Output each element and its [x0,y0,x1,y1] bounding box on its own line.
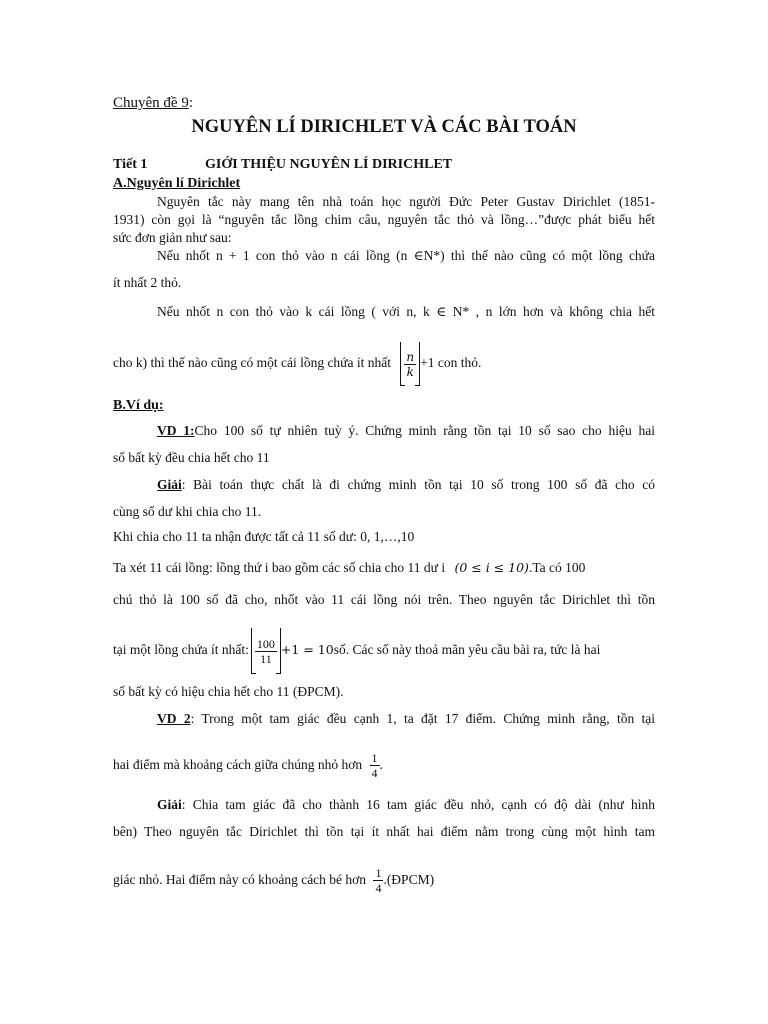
lesson-line [113,156,655,173]
giai1-line1: Giải: Bài toán thực chất là đi chứng minh tồn tại 10 số trong 100 số đã cho có [157,477,655,492]
giai2-label: Giải [157,797,182,812]
giai2-line2: bên) Theo nguyên tắc Dirichlet thì tồn tại ít nhất hai điểm nằm trong cùng một hình tam [113,824,655,839]
chapter-label: Chuyên đề 9 [113,95,189,111]
chu-tho-line: chú thỏ là 100 số đã cho, nhốt vào 11 cái lồng nói trên. Theo nguyên tắc Dirichlet thì tồn [113,592,655,607]
khi-chia-line: Khi chia cho 11 ta nhận được tất cả 11 số dư: 0, 1,…,10 [113,529,415,544]
giai1-line2: cùng số dư khi chia cho 11. [113,504,262,519]
fraction-100-over-11: $\frac{100}{11}$ [256,637,275,667]
lesson-label: Tiết 1 [113,157,148,172]
range-expression: (0 ≤ i ≤ 10) [454,560,529,575]
document-title: NGUYÊN LÍ DIRICHLET VÀ CÁC BÀI TOÁN [191,117,577,137]
section-a-heading: A.Nguyên lí Dirichlet [113,176,241,191]
floor-bracket-100-11 [251,628,281,674]
fraction-n-over-k: $\frac{n}{k}$ [406,350,415,380]
floor-bracket [400,342,420,386]
dpcm1-line: số bất kỳ có hiệu chia hết cho 11 (ĐPCM). [113,684,344,699]
fraction-one-quarter: $\frac{1}{4}$ [371,751,378,781]
para2-line2: ít nhất 2 thỏ. [113,275,182,290]
ton-tai-line: tại một lồng chứa ít nhất: $\frac{100}{11}$ +1 = 10số. Các số này thoả mãn yêu cầu bài ra, tức là hai [113,628,655,672]
vd2-line2: hai điểm mà khoảng cách giữa chúng nhỏ hơn $\frac{1}{4}$ . [113,751,383,781]
section-b-heading: B.Ví dụ: [113,398,164,413]
vd1-line2: số bất kỳ đều chia hết cho 11 [113,450,270,465]
vd1-line1: VD 1:Cho 100 số tự nhiên tuỳ ý. Chứng minh rằng tồn tại 10 số sao cho hiệu hai [157,423,655,438]
giai2-line3: giác nhỏ. Hai điểm này có khoảng cách bé hơn $\frac{1}{4}$ .(ĐPCM) [113,866,435,896]
lesson-name: GIỚI THIỆU NGUYÊN LÍ DIRICHLET [205,157,453,172]
ta-xet-line: Ta xét 11 cái lồng: lồng thứ i bao gồm các số chia cho 11 dư i (0 ≤ i ≤ 10).Ta có 100 [113,560,586,575]
para1-line2: 1931) còn gọi là “nguyên tắc lồng chim câu, nguyên tắc thỏ và lồng…”được phát biểu hết [113,212,655,227]
para3-line2: cho k) thì thế nào cũng có một cái lồng chứa ít nhất $\frac{n}{k}$ +1 con thỏ. [113,342,655,384]
vd1-label: VD 1: [157,423,195,438]
vd2-label: VD 2 [157,711,191,726]
fraction-one-quarter-2: $\frac{1}{4}$ [375,866,382,896]
para2-line1: Nếu nhốt n + 1 con thỏ vào n cái lồng (n ∈N*) thì thế nào cũng có một lồng chứa [157,248,655,263]
para1-line3: sức đơn giản như sau: [113,230,232,245]
vd2-line1: VD 2: Trong một tam giác đều cạnh 1, ta đặt 17 điểm. Chứng minh rằng, tồn tại [157,711,656,726]
para3-line1: Nếu nhốt n con thỏ vào k cái lồng ( với n, k ∈ N* , n lớn hơn và không chia hết [157,304,655,319]
para1-line1: Nguyên tắc này mang tên nhà toán học người Đức Peter Gustav Dirichlet (1851- [157,194,655,209]
chapter-line: Chuyên đề 9: [113,95,193,111]
giai2-line1: Giải: Chia tam giác đã cho thành 16 tam giác đều nhỏ, cạnh có độ dài (như hình [157,797,655,812]
equals-ten: +1 = 10 [280,642,334,658]
giai1-label: Giải [157,477,182,492]
